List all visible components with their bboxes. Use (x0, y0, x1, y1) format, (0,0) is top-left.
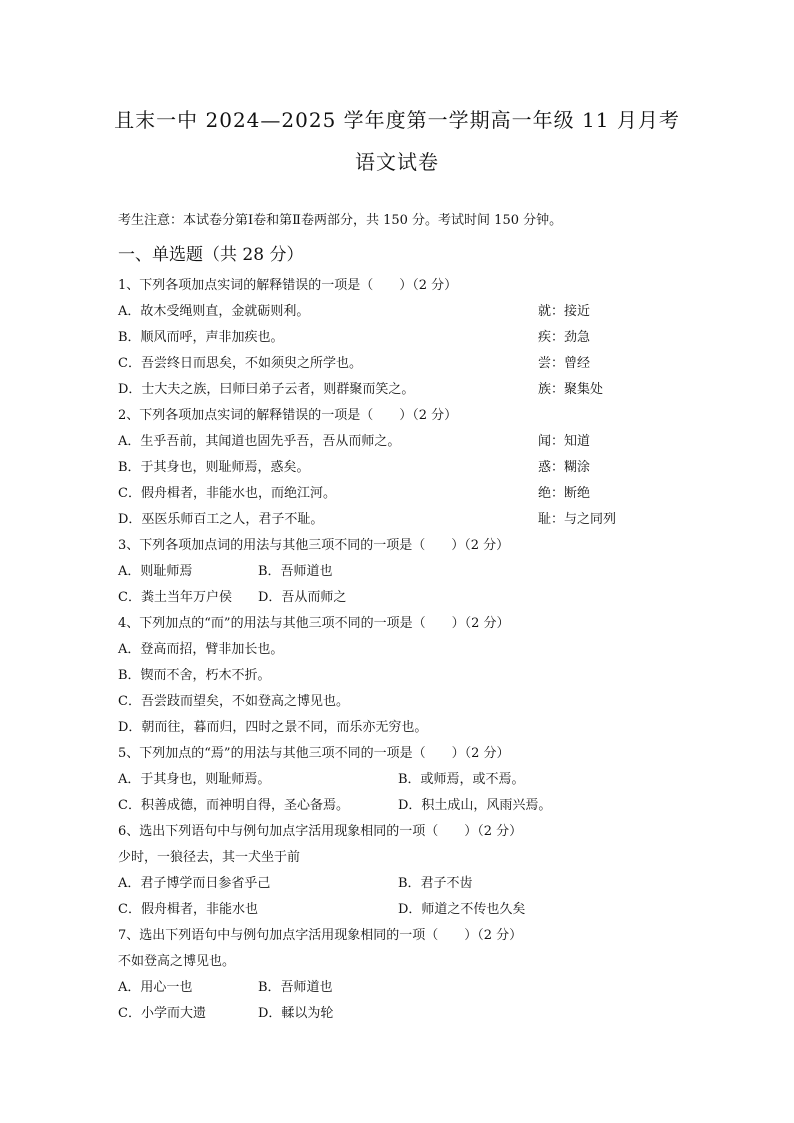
question-example (118, 952, 678, 972)
option-text: A．登高而招，臂非加长也。 (118, 642, 284, 657)
question-stem-text: 4、下列加点的“而”的用法与其他三项不同的一项是（ ）（2 分） (118, 616, 510, 631)
option-text: B．吾师道也 (258, 564, 333, 579)
option-row (118, 354, 678, 374)
option-gloss: 惑：糊涂 (538, 460, 591, 475)
option-text: C．积善成德，而神明自得，圣心备焉。 (118, 798, 349, 813)
option-text: C．假舟楫者，非能水也 (118, 902, 258, 917)
option-text: C．小学而大遗 (118, 1006, 206, 1021)
option-text: A．则耻师焉 (118, 564, 193, 579)
option-row (118, 640, 678, 660)
question-stem (118, 744, 678, 764)
option-row (118, 1004, 678, 1024)
option-gloss: 疾：劲急 (538, 330, 591, 345)
option-row (118, 978, 678, 998)
option-text: B．于其身也，则耻师焉，惑矣。 (118, 460, 310, 475)
option-gloss: 尝：曾经 (538, 356, 591, 371)
section-title: 一、单选题（共 28 分） (118, 245, 304, 265)
option-row (118, 900, 678, 920)
option-row (118, 588, 678, 608)
option-row (118, 666, 678, 686)
option-text: A．故木受绳则直，金就砺则利。 (118, 304, 310, 319)
option-row (118, 796, 678, 816)
option-text: C．假舟楫者，非能水也，而绝江河。 (118, 486, 336, 501)
option-text: D．士大夫之族，曰师曰弟子云者，则群聚而笑之。 (118, 382, 415, 397)
question-stem (118, 926, 678, 946)
option-text: A．生乎吾前，其闻道也固先乎吾，吾从而师之。 (118, 434, 401, 449)
question-stem-text: 3、下列各项加点词的用法与其他三项不同的一项是（ ）（2 分） (118, 538, 510, 553)
option-text: D．輮以为轮 (258, 1006, 334, 1021)
question-stem (118, 614, 678, 634)
question-example-text: 少时，一狼径去，其一犬坐于前 (118, 850, 301, 865)
option-text: D．师道之不传也久矣 (398, 902, 526, 917)
option-gloss: 族：聚集处 (538, 382, 604, 397)
question-stem (118, 406, 678, 426)
option-text: D．巫医乐师百工之人，君子不耻。 (118, 512, 324, 527)
option-gloss: 闻：知道 (538, 434, 591, 449)
exam-subject: 语文试卷 (355, 150, 439, 174)
option-row (118, 380, 678, 400)
option-text: C．吾尝终日而思矣，不如须臾之所学也。 (118, 356, 362, 371)
question-stem-text: 7、选出下列语句中与例句加点字活用现象相同的一项（ ）（2 分） (118, 928, 523, 943)
option-text: B．顺风而呼，声非加疾也。 (118, 330, 284, 345)
option-row (118, 328, 678, 348)
option-row (118, 432, 678, 452)
option-gloss: 绝：断绝 (538, 486, 591, 501)
option-text: D．吾从而师之 (258, 590, 347, 605)
question-stem (118, 276, 678, 296)
question-stem-text: 1、下列各项加点实词的解释错误的一项是（ ）（2 分） (118, 278, 458, 293)
option-row (118, 874, 678, 894)
option-row (118, 692, 678, 712)
option-row (118, 562, 678, 582)
question-example-text: 不如登高之博见也。 (118, 954, 236, 969)
question-stem (118, 822, 678, 842)
question-stem (118, 536, 678, 556)
option-row (118, 458, 678, 478)
option-text: A．君子博学而日参省乎己 (118, 876, 271, 891)
option-row (118, 510, 678, 530)
option-text: D．积土成山，风雨兴焉。 (398, 798, 552, 813)
option-row (118, 770, 678, 790)
exam-instructions: 考生注意：本试卷分第Ⅰ卷和第Ⅱ卷两部分，共 150 分。考试时间 150 分钟。 (118, 213, 563, 228)
question-stem-text: 6、选出下列语句中与例句加点字活用现象相同的一项（ ）（2 分） (118, 824, 523, 839)
question-stem-text: 2、下列各项加点实词的解释错误的一项是（ ）（2 分） (118, 408, 458, 423)
question-stem-text: 5、下列加点的“焉”的用法与其他三项不同的一项是（ ）（2 分） (118, 746, 510, 761)
option-text: B．君子不齿 (398, 876, 473, 891)
option-gloss: 就：接近 (538, 304, 591, 319)
question-example (118, 848, 678, 868)
option-row (118, 718, 678, 738)
option-text: D．朝而往，暮而归，四时之景不同，而乐亦无穷也。 (118, 720, 428, 735)
option-row (118, 302, 678, 322)
option-gloss: 耻：与之同列 (538, 512, 617, 527)
option-text: C．粪土当年万户侯 (118, 590, 232, 605)
option-text: A．于其身也，则耻师焉。 (118, 772, 271, 787)
option-text: B．锲而不舍，朽木不折。 (118, 668, 271, 683)
option-text: A．用心一也 (118, 980, 193, 995)
option-text: B．或师焉，或不焉。 (398, 772, 525, 787)
option-text: B．吾师道也 (258, 980, 333, 995)
option-row (118, 484, 678, 504)
exam-title: 且末一中 2024—2025 学年度第一学期高一年级 11 月月考 (114, 108, 680, 132)
option-text: C．吾尝跂而望矣，不如登高之博见也。 (118, 694, 349, 709)
